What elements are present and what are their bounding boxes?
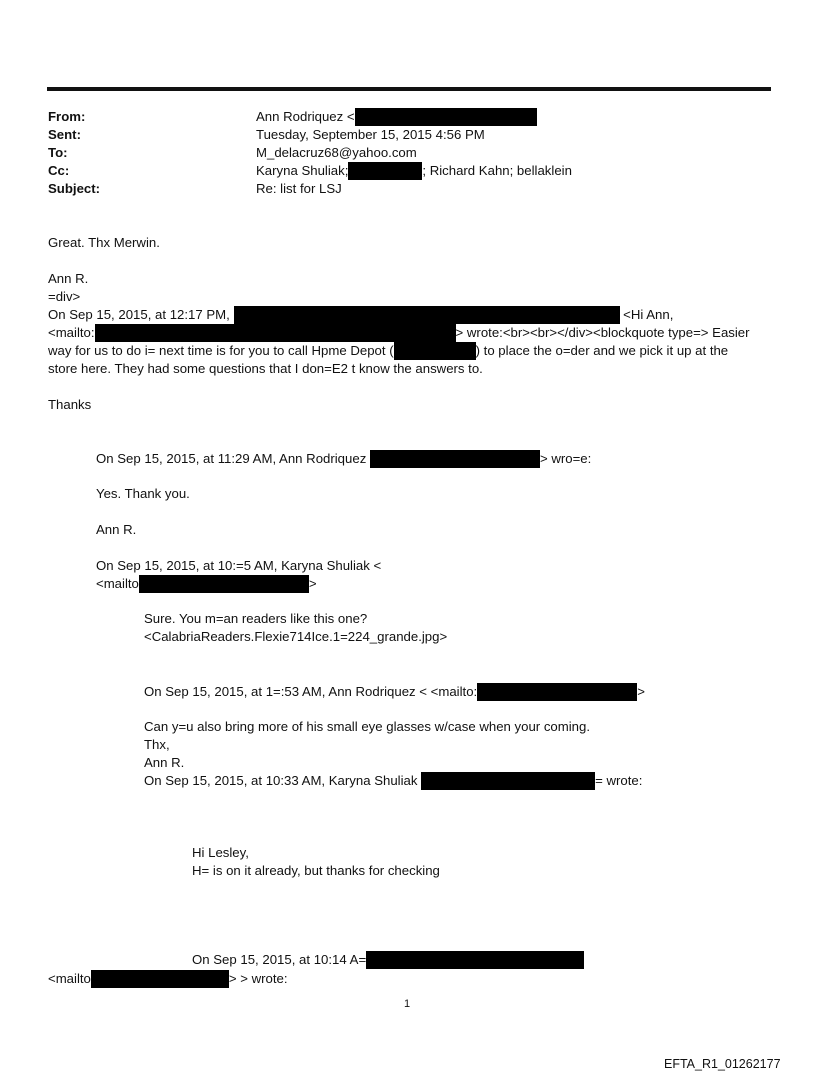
redaction-block [370,450,540,468]
quote-6-intro: On Sep 15, 2015, at 10:14 A= [192,952,367,967]
quote-5-body-1: Hi Lesley, [192,845,249,860]
quote-1-line-2 [48,324,750,342]
quote-4-header [144,683,645,701]
greeting: Great. Thx Merwin. [48,235,160,250]
quote-3-header: On Sep 15, 2015, at 10:=5 AM, Karyna Shuliak < [96,558,382,573]
cc-name-b: ; Richard Kahn; bellaklein [422,163,572,178]
quote-2-intro: On Sep 15, 2015, at 11:29 AM, Ann Rodriquez [96,451,367,466]
header-rule [47,87,771,91]
quote-6-mailto [48,970,288,988]
quote-1-line-4: store here. They had some questions that I don=E2 t know the answers to. [48,361,483,376]
mailto-text: <mailto [48,971,91,986]
quote-3-body-2: <CalabriaReaders.Flexie714Ice.1=224_grande.jpg> [144,629,448,644]
redaction-block [355,108,537,126]
to-value: M_delacruz68@yahoo.com [256,145,417,160]
div-tag: =div> [48,289,81,304]
redaction-block [366,951,584,969]
quote-1-header [48,306,673,324]
quote-3-mailto [96,575,317,593]
quote-4-body-2: Thx, [144,737,170,752]
mailto-close: > [637,684,645,699]
quote-2-body: Yes. Thank you. [96,486,190,501]
quote-5-intro: On Sep 15, 2015, at 10:33 AM, Karyna Shuliak [144,773,418,788]
cc-value [256,162,572,180]
quote-5-body-2: H= is on it already, but thanks for checking [192,863,440,878]
cc-label: Cc: [48,163,70,178]
quote-3-body-1: Sure. You m=an readers like this one? [144,611,368,626]
redaction-block [139,575,309,593]
signature: Ann R. [48,271,89,286]
redaction-block [421,772,595,790]
quote-6-wrote: > > wrote: [228,971,288,986]
quote-4-body-1: Can y=u also bring more of his small eye glasses w/case when your coming. [144,719,591,734]
redaction-block [95,324,456,342]
from-value [256,108,537,126]
quote-2-wrote: > wro=e: [539,451,592,466]
thanks-line: Thanks [48,397,92,412]
mailto-close: > [308,576,317,591]
quote-2-signature: Ann R. [96,522,137,537]
subject-label: Subject: [48,181,101,196]
redaction-block [477,683,637,701]
quote-1-wrote: > wrote:<br><br></div><blockquote type=> Easier [455,325,750,340]
redaction-block [348,162,422,180]
document-id: EFTA_R1_01262177 [664,1057,781,1071]
quote-2-header [96,450,591,468]
quote-1-line-3 [48,342,728,360]
redaction-block [91,970,229,988]
quote-1-intro: On Sep 15, 2015, at 12:17 PM, [48,307,230,322]
quote-1-body-b: ) to place the o=der and we pick it up at the [475,343,729,358]
redaction-block [234,306,620,324]
redaction-block [394,342,476,360]
quote-6-header [192,951,584,969]
to-label: To: [48,145,68,160]
quote-5-wrote: = wrote: [595,773,643,788]
cc-name-a: Karyna Shuliak; [256,163,349,178]
from-label: From: [48,109,86,124]
quote-5-header [144,772,642,790]
sent-value: Tuesday, September 15, 2015 4:56 PM [256,127,485,142]
quote-1-greeting: <Hi Ann, [623,307,674,322]
quote-4-body-3: Ann R. [144,755,185,770]
mailto-text: <mailto [96,576,139,591]
subject-value: Re: list for LSJ [256,181,342,196]
mailto-text: <mailto: [48,325,95,340]
quote-1-body-a: way for us to do i= next time is for you to call Hpme Depot ( [48,343,394,358]
from-name: Ann Rodriquez < [256,109,355,124]
sent-label: Sent: [48,127,81,142]
page-number: 1 [404,998,411,1010]
quote-4-intro: On Sep 15, 2015, at 1=:53 AM, Ann Rodriquez < <mailto: [144,684,478,699]
